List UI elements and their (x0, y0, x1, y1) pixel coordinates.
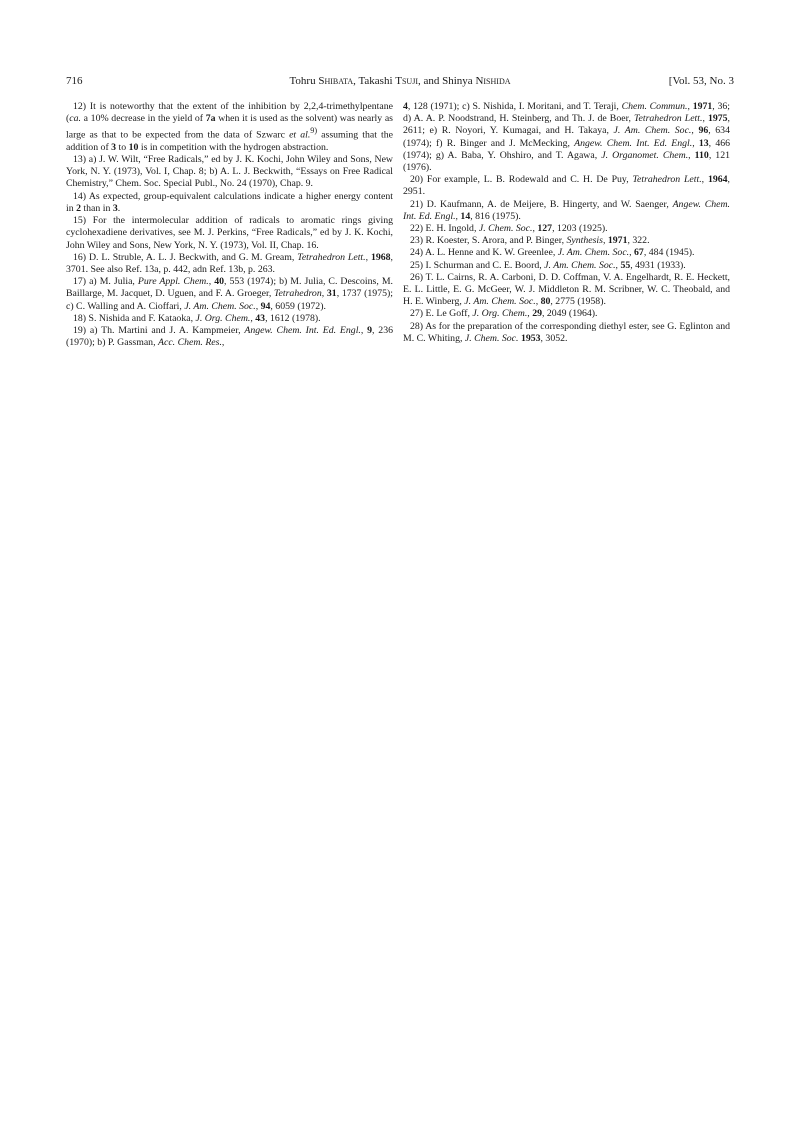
reference-17: 17) a) M. Julia, Pure Appl. Chem., 40, 553 (1974); b) M. Julia, C. Descoins, M. Baillarge, M. Jacquet, D. Uguen, and F. A. Groeger, Tetrahedron, 31, 1737 (1975); c) C. Walling and A. Cioffari, J. Am. Chem. Soc., 94, 6059 (1972). (66, 276, 393, 312)
page-number: 716 (66, 75, 83, 87)
reference-19-continued: 4, 128 (1971); c) S. Nishida, I. Moritani, and T. Teraji, Chem. Commun., 1971, 36; d) A. A. P. Noodstrand, H. Steinberg, and Th. J. de Boer, Tetrahedron Lett., 1975, 2611; e) R. Noyori, Y. Kumagai, and H. Takaya, J. Am. Chem. Soc., 96, 634 (1974); f) R. Binger and J. McMecking, Angew. Chem. Int. Ed. Engl., 13, 466 (1974); g) A. Baba, Y. Ohshiro, and T. Agawa, J. Organomet. Chem., 110, 121 (1976). (403, 101, 731, 174)
reference-28: 28) As for the preparation of the corresponding diethyl ester, see G. Eglinton and M. C. Whiting, J. Chem. Soc. 1953, 3052. (403, 320, 730, 344)
reference-15: 15) For the intermolecular addition of radicals to aromatic rings giving cyclohexadiene derivatives, see M. J. Perkins, “Free Radicals,” ed by J. K. Kochi, John Wiley and Sons, New York, N. Y. (1973), Vol. II, Chap. 16. (66, 215, 393, 251)
reference-18: 18) S. Nishida and F. Kataoka, J. Org. Chem., 43, 1612 (1978). (73, 312, 321, 324)
running-header (66, 74, 734, 88)
volume-number: [Vol. 53, No. 3 (668, 75, 734, 87)
reference-14: 14) As expected, group-equivalent calculations indicate a higher energy content in 2 than in 3. (66, 190, 393, 214)
left-column (66, 101, 393, 349)
reference-21: 21) D. Kaufmann, A. de Meijere, B. Hingerty, and W. Saenger, Angew. Chem. Int. Ed. Engl., 14, 816 (1975). (403, 198, 731, 222)
reference-12: 12) It is noteworthy that the extent of the inhibition by 2,2,4-trimethylpentane (ca. a 10% decrease in the yield of 7a when it is used as the solvent) was nearly as large as that to be expected from the data of Szwarc et al.$^{9)}$ assuming that the addition of 3 to 10 is in competition with the hydrogen abstraction. (66, 101, 393, 153)
reference-16: 16) D. L. Struble, A. L. J. Beckwith, and G. M. Gream, Tetrahedron Lett., 1968, 3701. See also Ref. 13a, p. 442, adn Ref. 13b, p. 263. (66, 251, 393, 275)
right-column (403, 101, 730, 345)
reference-24: 24) A. L. Henne and K. W. Greenlee, J. Am. Chem. Soc., 67, 484 (1945). (410, 247, 695, 259)
reference-27: 27) E. Le Goff, J. Org. Chem., 29, 2049 (1964). (410, 308, 598, 320)
reference-19: 19) a) Th. Martini and J. A. Kampmeier, Angew. Chem. Int. Ed. Engl., 9, 236 (1970); b) P. Gassman, Acc. Chem. Res., (66, 324, 393, 349)
reference-26: 26) T. L. Cairns, R. A. Carboni, D. D. Coffman, V. A. Engelhardt, R. E. Heckett, E. L. Little, E. G. McGeer, W. J. Middleton R. M. Scribner, W. C. Theobald, and H. E. Winberg, J. Am. Chem. Soc., 80, 2775 (1958). (403, 271, 730, 308)
reference-22: 22) E. H. Ingold, J. Chem. Soc., 127, 1203 (1925). (410, 223, 608, 235)
running-authors: Tohru Shibata, Takashi Tsuji, and Shinya Nishida (289, 75, 511, 87)
reference-23: 23) R. Koester, S. Arora, and P. Binger, Synthesis, 1971, 322. (410, 235, 650, 247)
reference-20: 20) For example, L. B. Rodewald and C. H. De Puy, Tetrahedron Lett., 1964, 2951. (403, 174, 730, 198)
reference-13: 13) a) J. W. Wilt, “Free Radicals,” ed by J. K. Kochi, John Wiley and Sons, New York, N. Y. (1973), Vol. I, Chap. 8; b) A. L. J. Beckwith, “Essays on Free Radical Chemistry,” Chem. Soc. Special Publ., No. 24 (1970), Chap. 9. (66, 154, 393, 190)
reference-25: 25) I. Schurman and C. E. Boord, J. Am. Chem. Soc., 55, 4931 (1933). (410, 259, 686, 271)
